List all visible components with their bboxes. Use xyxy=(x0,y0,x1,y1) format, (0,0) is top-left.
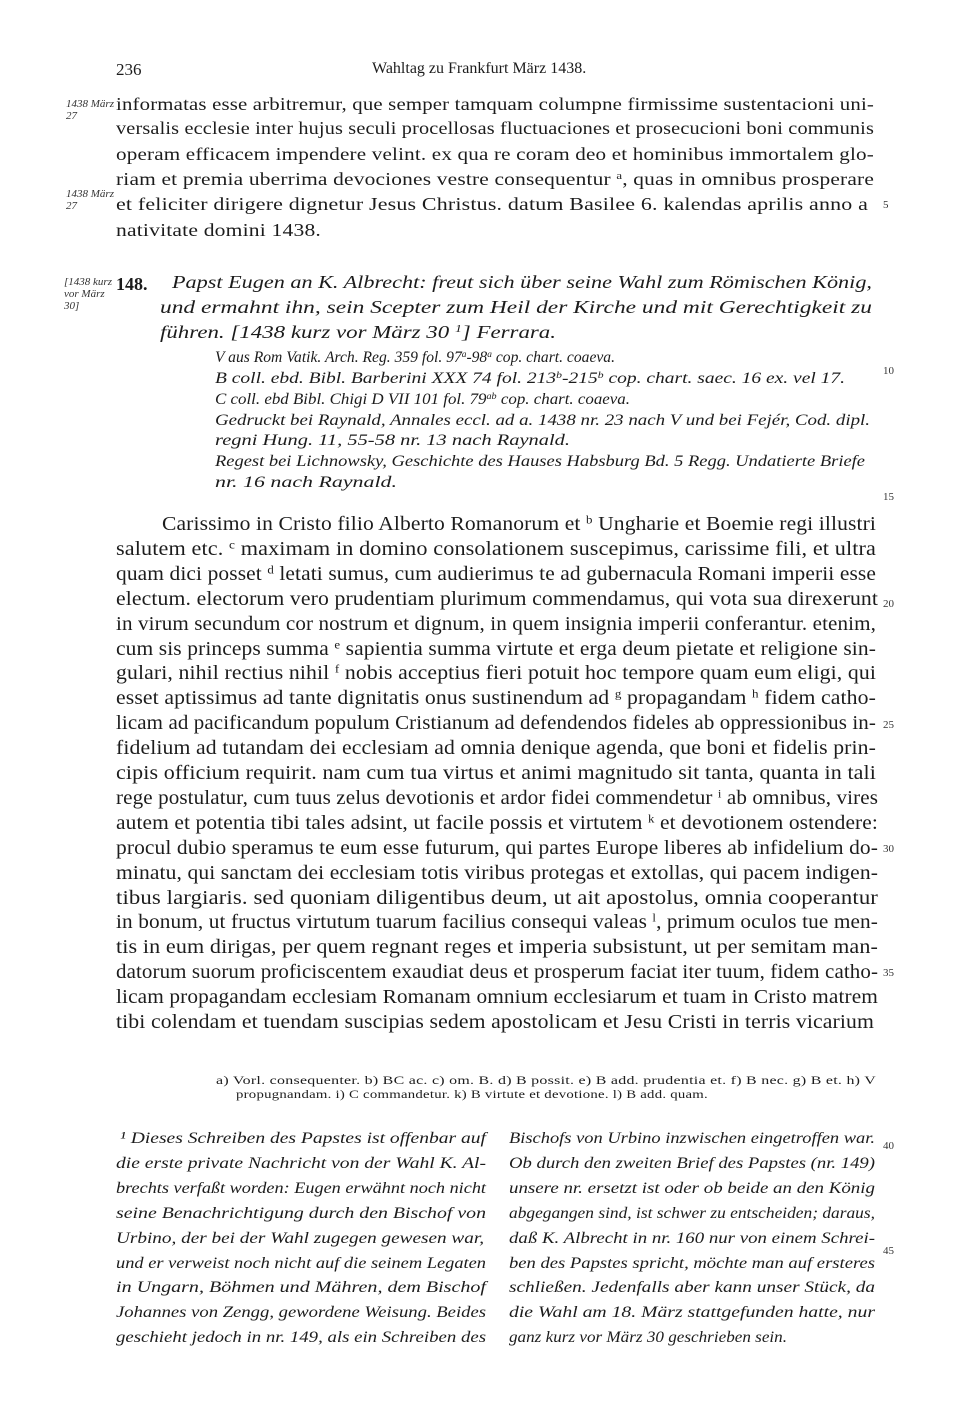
commentary-line: daß K. Albrecht in nr. 160 nur von einem Schrei- xyxy=(509,1230,875,1247)
title-line: führen. [1438 kurz vor März 30 $^1$] Ferrara. xyxy=(160,322,556,342)
title-line: Papst Eugen an K. Albrecht: freut sich über seine Wahl zum Römischen König, xyxy=(172,272,872,292)
commentary-line: Bischofs von Urbino inzwischen eingetroffen war. xyxy=(509,1130,876,1147)
commentary-line: und er verweist noch nicht auf die seinem Legaten xyxy=(116,1255,487,1272)
commentary-line: ben des Papstes spricht, möchte man auf ersteres xyxy=(509,1255,876,1272)
document-heading xyxy=(116,275,148,293)
superscript-marker: h xyxy=(752,687,759,701)
running-title: Wahltag zu Frankfurt März 1438. xyxy=(372,60,587,77)
body-line: in virum secundum cor nostrum et dignum, in quem insignia imperii conferantur. etenim, xyxy=(116,613,876,635)
source-line: regni Hung. 11, 55-58 nr. 13 nach Raynald. xyxy=(215,432,570,449)
body-line: cum sis princeps summa $^e$ sapientia summa virtute et erga deum pietate et religione sin- xyxy=(116,638,876,660)
text-footnote-line: propugnandam. i) C commandetur. k) B virtute et devotione. l) B add. quam. xyxy=(236,1089,709,1101)
source-line: Regest bei Lichnowsky, Geschichte des Hauses Habsburg Bd. 5 Regg. Undatierte Briefe xyxy=(215,453,866,470)
body-line: datorum suorum proficiscentem exaudiat deus et prosperum faciat iter tuum, fidem catho- xyxy=(116,962,879,984)
superscript-marker: g xyxy=(614,687,622,701)
body-line: quam dici posset $^d$ letati sumus, cum audierimus te ad gubernacula Romani imperii esse xyxy=(116,563,876,585)
source-line: nr. 16 nach Raynald. xyxy=(215,474,398,491)
source-line: C coll. ebd Bibl. Chigi D VII 101 fol. $79^{ab}$ cop. chart. coaeva. xyxy=(215,391,631,408)
commentary-line: ¹ Dieses Schreiben des Papstes ist offenbar auf xyxy=(120,1130,486,1147)
body-line: licam propagandam ecclesiam Romanam omnium ecclesiarum et tuam in Cristo matrem xyxy=(116,987,878,1009)
body-line: tibus largiaris. sed quoniam diligentibus deum, ut ait apostolus, omnia cooperantur xyxy=(116,887,879,909)
commentary-line: Ob durch den zweiten Brief des Papstes (nr. 149) xyxy=(509,1155,875,1172)
intro-line: informatas esse arbitremur, que semper tamquam columpne firmissime sustentacioni uni- xyxy=(116,94,875,114)
line-number: 20 xyxy=(883,598,894,610)
page-number: 236 xyxy=(116,60,142,79)
body-line: cipis officium requirit. nam cum tua virtus et animi magnitudo sit tanta, quanta in tali xyxy=(116,763,877,784)
body-line: fidelium ad tutandam dei ecclesiam ad omnia denique agenda, que boni et fidelis prin- xyxy=(116,738,877,760)
commentary-line: die erste private Nachricht von der Wahl K. Al- xyxy=(116,1155,486,1172)
source-line: Gedruckt bei Raynald, Annales eccl. ad a. 1438 nr. 23 nach V und bei Fejér, Cod. dipl. xyxy=(215,412,871,429)
superscript-marker: a xyxy=(487,349,492,360)
document-number: 148. xyxy=(116,274,148,294)
line-number: 5 xyxy=(883,199,889,211)
body-line: rege postulatur, cum tuus zelus devotionis et ardor fidei commendetur $^i$ ab omnibus, vires xyxy=(116,787,879,809)
line-number: 25 xyxy=(883,719,894,731)
source-line: B coll. ebd. Bibl. Barberini XXX 74 fol. 213$^b$-215$^b$ cop. chart. saec. 16 ex. vel 17. xyxy=(215,370,846,387)
body-line: salutem etc. $^c$ maximam in domino consolationem suscepimus, carissime fili, et ultra xyxy=(116,538,876,560)
superscript-marker: a xyxy=(461,349,467,360)
margin-date-note: [1438 kurz vor März 30] xyxy=(64,276,112,312)
body-line: esset aptissimus ad tante dignitatis onus sustinendum ad $^g$ propagandam $^h$ fidem catho- xyxy=(116,687,876,710)
body-line: electum. electorum vero prudentiam plurimum commendamus, qui vota sua direxerunt xyxy=(116,588,879,610)
body-line: gulari, nihil rectius nihil $^f$ nobis acceptius fieri potuit hoc tempore quam eum eligi, qui xyxy=(116,662,877,685)
superscript-marker: l xyxy=(652,911,657,925)
margin-date-note: 1438 März 27 xyxy=(66,188,114,212)
superscript-marker: d xyxy=(267,563,274,577)
intro-line: operam efficacem impendere velint. ex qua re coram deo et hominibus immortalem glo- xyxy=(116,144,874,164)
commentary-line: Urbino, der bei der Wahl zugegen gewesen war, xyxy=(116,1230,485,1247)
superscript-marker: i xyxy=(717,787,722,801)
line-number: 35 xyxy=(883,967,894,979)
superscript-marker: b xyxy=(586,513,593,527)
text-footnote-line: a) Vorl. consequenter. b) BC ac. c) om. B. d) B possit. e) B add. prudentia et. f) B nec. g) B et. h) V xyxy=(216,1075,877,1087)
superscript-marker: ab xyxy=(486,391,497,402)
body-line: licam ad pacificandum populum Cristianum ad defendendos fideles ab oppressionibus in- xyxy=(116,713,876,735)
superscript-marker: f xyxy=(334,662,340,676)
superscript-marker: c xyxy=(229,538,236,552)
intro-line: versalis ecclesie inter hujus seculi procellosas fluctuaciones et prosecucioni boni communis xyxy=(116,118,875,138)
body-line: tis in eum dirigas, per quem regnant reges et imperia subsistunt, ut per semitam man- xyxy=(116,937,879,959)
line-number: 10 xyxy=(883,365,894,377)
source-line: V aus Rom Vatik. Arch. Reg. 359 fol. 97$^a$-98$^a$ cop. chart. coaeva. xyxy=(215,349,616,366)
body-line: minatu, qui sanctam dei ecclesiam totis viribus protegas et extollas, qui pacem indigen- xyxy=(116,862,879,884)
commentary-line: abgegangen sind, ist schwer zu entscheiden; daraus, xyxy=(509,1205,875,1222)
commentary-line: seine Benachrichtigung durch den Bischof von xyxy=(116,1205,486,1222)
commentary-line: brechts verfaßt worden: Eugen erwähnt noch nicht xyxy=(116,1180,486,1197)
line-number: 15 xyxy=(883,491,894,503)
commentary-line: ganz kurz vor März 30 geschrieben sein. xyxy=(509,1329,788,1346)
superscript-marker: 1 xyxy=(454,323,462,336)
commentary-line: die Wahl am 18. März stattgefunden hatte, nur xyxy=(509,1304,875,1321)
superscript-marker: a xyxy=(616,171,623,183)
body-line: in bonum, ut fructus virtutum tuarum facilius consequi valeas $^l$, primum oculos tue men- xyxy=(116,911,879,934)
superscript-marker: k xyxy=(647,812,655,826)
margin-date-note: 1438 März 27 xyxy=(66,98,114,122)
commentary-line: Johannes von Zengg, gewordene Weisung. Beides xyxy=(116,1304,486,1321)
commentary-line: in Ungarn, Böhmen und Mähren, dem Bischof xyxy=(116,1279,486,1296)
body-line: procul dubio speramus te eum esse futurum, qui partes Europe liberes ab infidelium do- xyxy=(116,837,878,859)
body-line: autem et potentia tibi tales adsint, ut facile possis et virtutem $^k$ et devotionem ostendere: xyxy=(116,812,878,834)
superscript-marker: b xyxy=(597,370,604,381)
body-line: Carissimo in Cristo filio Alberto Romanorum et $^b$ Ungharie et Boemie regi illustri xyxy=(162,513,877,535)
intro-line: riam et premia uberrima devociones vestre consequentur $^a$, quas in omnibus prosperare xyxy=(116,169,875,189)
superscript-marker: b xyxy=(556,370,562,381)
body-line: tibi colendam et tuendam suscipias sedem apostolicam et Jesu Cristi in terris vicarium xyxy=(116,1012,874,1033)
commentary-line: unsere nr. ersetzt ist oder ob beide an den König xyxy=(509,1180,875,1197)
intro-line: nativitate domini 1438. xyxy=(116,220,322,240)
superscript-marker: e xyxy=(334,638,341,652)
line-number: 45 xyxy=(883,1245,894,1257)
intro-line: et feliciter dirigere dignetur Jesus Christus. datum Basilee 6. kalendas aprilis anno a xyxy=(116,194,869,214)
line-number: 30 xyxy=(883,843,894,855)
commentary-line: schließen. Jedenfalls aber kann unser Stück, da xyxy=(509,1279,876,1296)
commentary-line: geschieht jedoch in nr. 149, als ein Schreiben des xyxy=(116,1329,487,1346)
title-line: und ermahnt ihn, sein Scepter zum Heil der Kirche und mit Gerechtigkeit zu xyxy=(160,297,873,317)
line-number: 40 xyxy=(883,1140,894,1152)
